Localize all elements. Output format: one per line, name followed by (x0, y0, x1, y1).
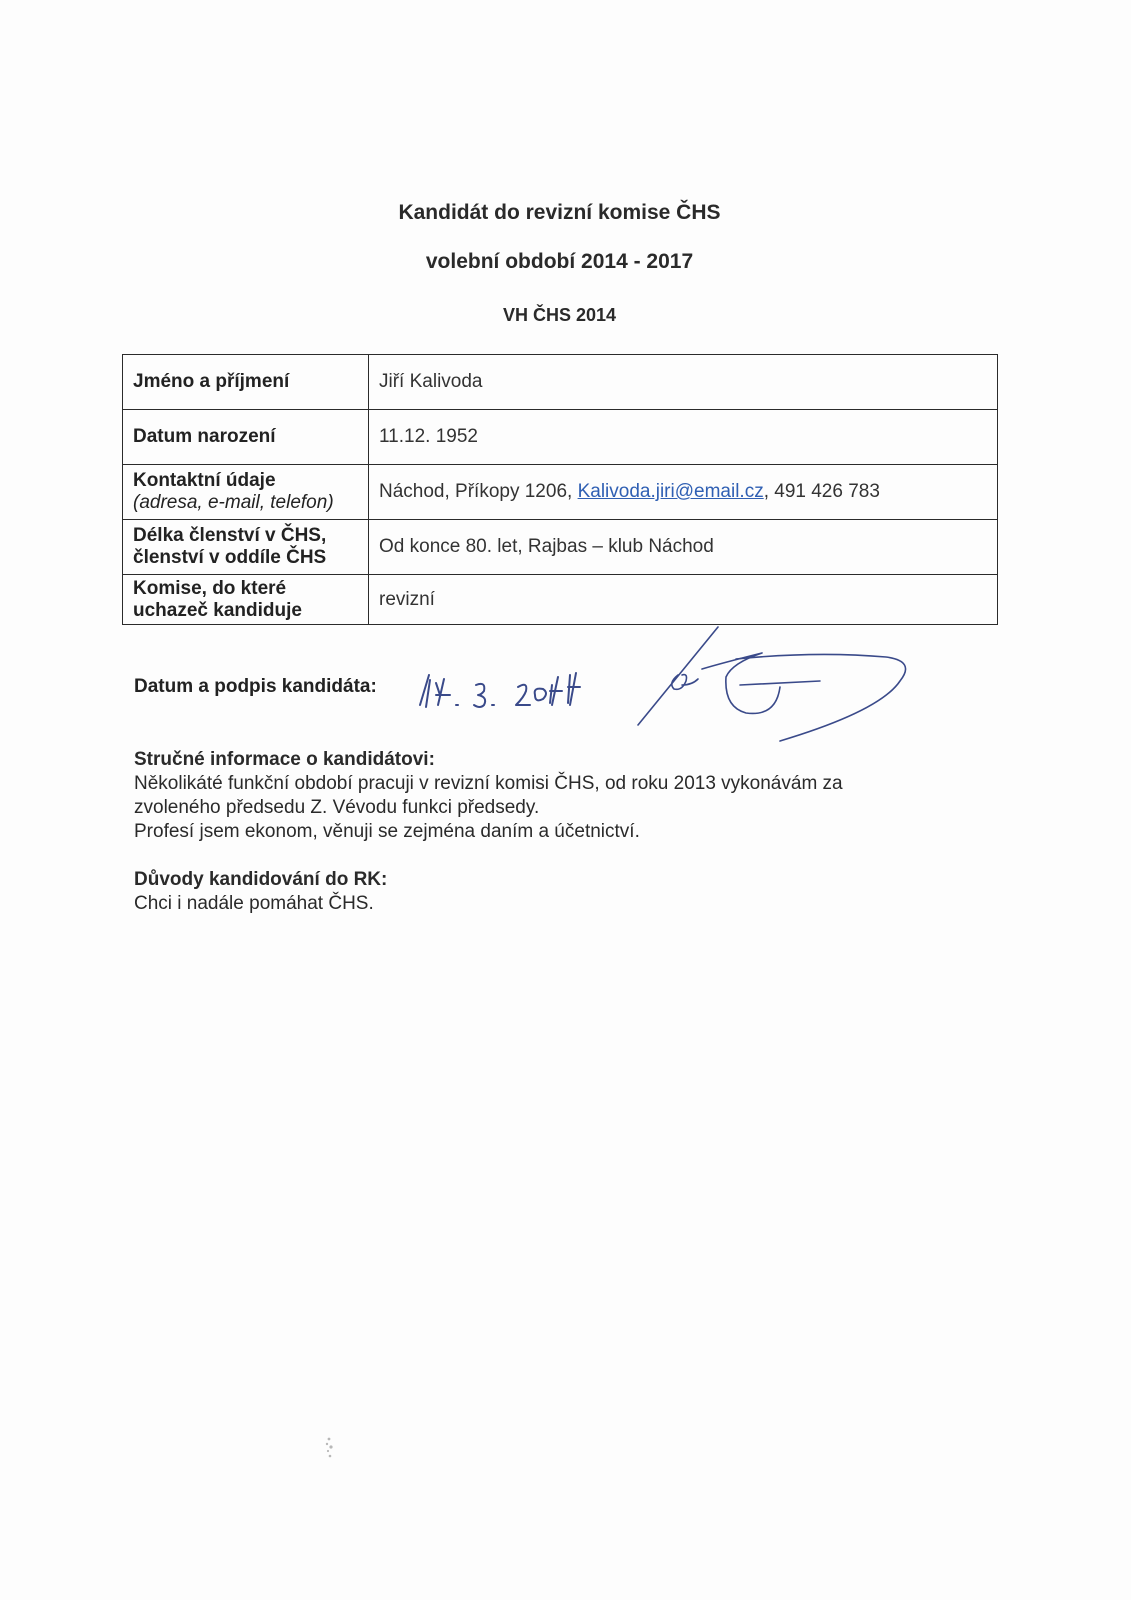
contact-label-note: (adresa, e-mail, telefon) (133, 492, 334, 513)
name-label: Jméno a příjmení (123, 355, 369, 410)
contact-address: Náchod, Příkopy 1206, (379, 481, 578, 502)
reasons-title: Důvody kandidování do RK: (134, 869, 388, 890)
info-line: Několikáté funkční období pracuji v revizní komisi ČHS, od roku 2013 vykonávám za (134, 773, 843, 794)
contact-label-cell (123, 465, 369, 520)
election-period: volební období 2014 - 2017 (425, 250, 694, 273)
contact-email-link[interactable]: Kalivoda.jiri@email.cz (577, 481, 764, 502)
commission-value: revizní (369, 575, 998, 625)
birthdate-value: 11.12. 1952 (369, 410, 998, 465)
membership-label-line1: Délka členství v ČHS, (133, 525, 327, 546)
name-value: Jiří Kalivoda (369, 355, 998, 410)
document-title: Kandidát do revizní komise ČHS (398, 201, 721, 224)
info-line: zvoleného předsedu Z. Vévodu funkci předsedy. (134, 797, 540, 818)
table-row (123, 465, 998, 520)
table-row (123, 575, 998, 625)
table-row (123, 520, 998, 575)
table-row (123, 410, 998, 465)
contact-phone: , 491 426 783 (763, 481, 880, 502)
reason-line: Chci i nadále pomáhat ČHS. (134, 893, 374, 914)
membership-value: Od konce 80. let, Rajbas – klub Náchod (369, 520, 998, 575)
contact-label: Kontaktní údaje (133, 470, 276, 491)
birthdate-label: Datum narození (123, 410, 369, 465)
membership-label-line2: členství v oddíle ČHS (133, 547, 327, 568)
signature-scribble (638, 627, 906, 741)
contact-value-cell (369, 465, 998, 520)
signature-label: Datum a podpis kandidáta: (134, 676, 377, 697)
info-title: Stručné informace o kandidátovi: (134, 749, 435, 770)
candidate-info-table (122, 354, 998, 625)
handwritten-date (420, 673, 580, 707)
event-name: VH ČHS 2014 (502, 305, 617, 325)
candidate-info-section (134, 748, 984, 844)
membership-label-cell (123, 520, 369, 575)
table-row (123, 355, 998, 410)
info-line: Profesí jsem ekonom, věnuji se zejména daním a účetnictví. (134, 821, 640, 842)
commission-label-line2: uchazeč kandiduje (133, 599, 302, 621)
commission-label-line1: Komise, do které (133, 577, 287, 599)
reasons-section (134, 868, 984, 916)
scan-speck (322, 1435, 336, 1461)
commission-label-cell (123, 575, 369, 625)
handwritten-signature (400, 625, 920, 755)
